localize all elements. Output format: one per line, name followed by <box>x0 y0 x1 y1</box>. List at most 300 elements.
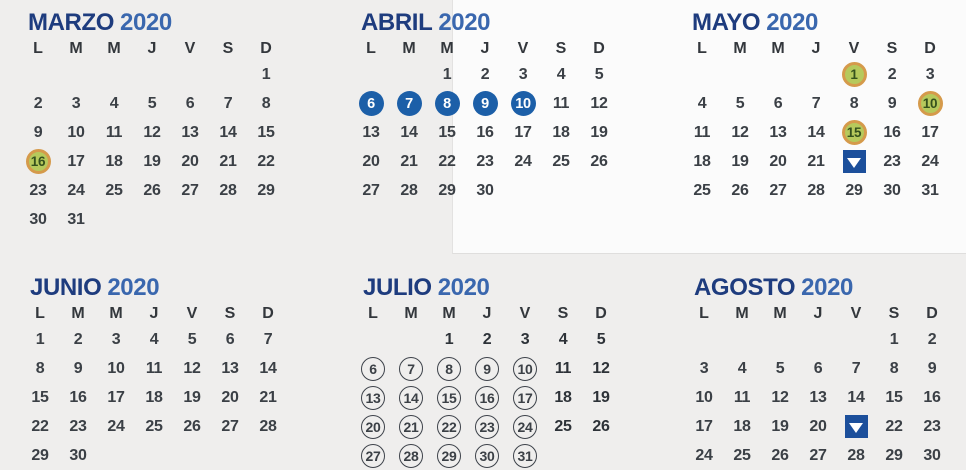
day-number: 23 <box>923 417 941 435</box>
day-cell <box>209 89 247 118</box>
weekday-header: M <box>107 40 121 57</box>
day-number: 19 <box>183 388 201 406</box>
day-cell <box>759 147 797 176</box>
weekday-header: J <box>147 40 157 57</box>
day-number: 9 <box>927 359 937 377</box>
days-grid <box>354 325 624 470</box>
day-number: 17 <box>921 123 939 141</box>
day-number: 29 <box>31 446 49 464</box>
weekday-header: D <box>926 305 938 322</box>
day-number: 6 <box>225 330 235 348</box>
day-cell-empty <box>352 60 390 89</box>
weekday-header: V <box>517 40 529 57</box>
day-number: 8 <box>849 94 859 112</box>
day-cell <box>19 205 57 234</box>
day-number: 19 <box>592 388 610 406</box>
day-cell <box>873 118 911 147</box>
day-number: 13 <box>362 123 380 141</box>
weekday-header: J <box>813 305 823 322</box>
month-title <box>21 273 291 303</box>
day-number: 17 <box>695 417 713 435</box>
day-cell <box>247 118 285 147</box>
day-cell <box>875 354 913 383</box>
weekday-header: V <box>850 305 862 322</box>
day-cell <box>685 354 723 383</box>
day-cell <box>913 354 951 383</box>
weekday-header: V <box>848 40 860 57</box>
day-cell <box>799 412 837 441</box>
weekday-header: S <box>224 305 236 322</box>
day-number: 29 <box>438 181 456 199</box>
day-cell <box>133 176 171 205</box>
day-number: 2 <box>73 330 83 348</box>
month-name: JUNIO <box>30 274 102 301</box>
day-number: 29 <box>885 446 903 464</box>
day-number: 26 <box>731 181 749 199</box>
day-number: 23 <box>29 181 47 199</box>
day-number: 25 <box>554 417 572 435</box>
weekday-header: M <box>402 40 416 57</box>
day-number: 18 <box>554 388 572 406</box>
day-cell-empty <box>171 205 209 234</box>
day-cell <box>759 118 797 147</box>
day-cell <box>721 89 759 118</box>
day-cell <box>171 118 209 147</box>
day-cell <box>247 176 285 205</box>
day-number: 16 <box>923 388 941 406</box>
days-grid <box>685 325 955 470</box>
day-number: 25 <box>145 417 163 435</box>
day-number: 10 <box>918 91 943 116</box>
day-cell <box>390 176 428 205</box>
day-number: 21 <box>807 152 825 170</box>
day-number: 19 <box>590 123 608 141</box>
day-number: 30 <box>476 181 494 199</box>
day-cell <box>95 89 133 118</box>
day-number: 3 <box>71 94 81 112</box>
month-title <box>683 8 953 38</box>
month-year: 2020 <box>801 274 853 301</box>
day-cell-empty <box>683 60 721 89</box>
day-cell-empty <box>133 60 171 89</box>
weekday-header: D <box>260 40 272 57</box>
weekday-header: M <box>733 40 747 57</box>
day-number: 15 <box>31 388 49 406</box>
day-number: 16 <box>69 388 87 406</box>
day-cell <box>135 325 173 354</box>
day-cell-empty <box>211 441 249 470</box>
day-number: 3 <box>699 359 709 377</box>
weekday-header-row <box>683 38 953 60</box>
day-number: 26 <box>183 417 201 435</box>
day-number: 14 <box>847 388 865 406</box>
day-number: 4 <box>556 65 566 83</box>
day-cell-marked <box>352 89 390 118</box>
day-cell <box>97 325 135 354</box>
day-cell <box>19 176 57 205</box>
day-number: 11 <box>733 388 751 406</box>
day-cell <box>21 441 59 470</box>
weekday-header: S <box>888 305 900 322</box>
day-cell-marked <box>582 325 620 354</box>
day-number: 11 <box>693 123 711 141</box>
day-number: 2 <box>33 94 43 112</box>
day-number: 8 <box>35 359 45 377</box>
day-cell <box>133 118 171 147</box>
day-cell <box>759 176 797 205</box>
day-number: 6 <box>361 357 385 381</box>
day-number: 24 <box>514 152 532 170</box>
weekday-header: J <box>482 305 492 322</box>
weekday-header: L <box>368 305 378 322</box>
weekday-header: L <box>35 305 45 322</box>
day-number: 6 <box>773 94 783 112</box>
day-cell <box>97 412 135 441</box>
day-cell <box>211 412 249 441</box>
day-number: 9 <box>473 91 498 116</box>
day-cell <box>247 60 285 89</box>
month-year: 2020 <box>437 274 490 301</box>
weekday-header: M <box>69 40 83 57</box>
days-grid <box>683 60 953 205</box>
triangle-down-icon <box>843 150 866 173</box>
day-cell <box>466 176 504 205</box>
day-number: 30 <box>29 210 47 228</box>
day-cell-marked <box>430 441 468 470</box>
month-title <box>354 273 624 303</box>
day-cell <box>97 354 135 383</box>
day-number: 15 <box>842 120 867 145</box>
day-cell <box>428 60 466 89</box>
day-number: 23 <box>69 417 87 435</box>
day-number: 27 <box>181 181 199 199</box>
day-cell <box>211 383 249 412</box>
day-cell <box>837 383 875 412</box>
day-number: 17 <box>513 386 537 410</box>
day-cell-empty <box>57 60 95 89</box>
day-number: 13 <box>221 359 239 377</box>
day-number: 29 <box>845 181 863 199</box>
day-number: 3 <box>518 65 528 83</box>
day-cell-marked <box>392 412 430 441</box>
month-name: AGOSTO <box>694 274 796 301</box>
day-cell <box>211 354 249 383</box>
day-number: 14 <box>399 386 423 410</box>
day-number: 18 <box>145 388 163 406</box>
weekday-header: D <box>262 305 274 322</box>
day-cell <box>249 383 287 412</box>
event-day-cell <box>835 147 873 176</box>
day-number: 27 <box>362 181 380 199</box>
day-cell <box>211 325 249 354</box>
day-cell <box>209 118 247 147</box>
day-number: 4 <box>737 359 747 377</box>
day-number: 10 <box>513 357 537 381</box>
day-cell <box>580 60 618 89</box>
day-cell <box>911 60 949 89</box>
month-year: 2020 <box>107 274 160 301</box>
day-cell <box>209 176 247 205</box>
day-number: 23 <box>475 415 499 439</box>
day-cell <box>428 118 466 147</box>
triangle-glyph <box>847 158 861 168</box>
day-cell-marked <box>506 412 544 441</box>
day-cell-marked <box>835 118 873 147</box>
day-number: 20 <box>361 415 385 439</box>
day-number: 2 <box>887 65 897 83</box>
day-number: 2 <box>927 330 937 348</box>
day-number: 19 <box>731 152 749 170</box>
day-cell <box>721 147 759 176</box>
month-mayo <box>683 8 953 205</box>
day-cell <box>173 383 211 412</box>
day-number: 26 <box>771 446 789 464</box>
day-number: 23 <box>476 152 494 170</box>
day-number: 27 <box>221 417 239 435</box>
day-number: 2 <box>482 330 492 348</box>
day-cell-marked <box>582 412 620 441</box>
day-number: 16 <box>476 123 494 141</box>
day-number: 24 <box>67 181 85 199</box>
month-julio <box>354 273 624 470</box>
day-number: 19 <box>771 417 789 435</box>
day-cell <box>799 354 837 383</box>
day-cell <box>390 147 428 176</box>
day-number: 7 <box>223 94 233 112</box>
day-number: 18 <box>733 417 751 435</box>
day-cell <box>723 412 761 441</box>
day-cell-empty <box>580 176 618 205</box>
day-number: 17 <box>514 123 532 141</box>
day-cell <box>913 383 951 412</box>
day-cell-marked <box>430 383 468 412</box>
day-cell <box>761 354 799 383</box>
days-grid <box>19 60 289 234</box>
day-cell <box>542 147 580 176</box>
day-cell <box>875 325 913 354</box>
day-cell <box>685 383 723 412</box>
day-cell <box>249 412 287 441</box>
weekday-header: S <box>555 40 567 57</box>
day-cell <box>875 383 913 412</box>
day-number: 3 <box>925 65 935 83</box>
day-number: 15 <box>257 123 275 141</box>
weekday-header: D <box>593 40 605 57</box>
day-cell <box>57 176 95 205</box>
day-cell <box>352 176 390 205</box>
day-cell <box>59 441 97 470</box>
day-number: 5 <box>775 359 785 377</box>
day-number: 12 <box>590 94 608 112</box>
day-number: 15 <box>438 123 456 141</box>
day-cell <box>913 441 951 470</box>
day-number: 24 <box>921 152 939 170</box>
day-number: 16 <box>883 123 901 141</box>
day-number: 12 <box>183 359 201 377</box>
day-number: 8 <box>889 359 899 377</box>
day-cell <box>352 147 390 176</box>
day-number: 28 <box>400 181 418 199</box>
day-cell <box>721 176 759 205</box>
day-cell <box>171 147 209 176</box>
day-number: 10 <box>67 123 85 141</box>
weekday-header: M <box>440 40 454 57</box>
day-number: 29 <box>257 181 275 199</box>
day-cell <box>873 89 911 118</box>
day-number: 20 <box>769 152 787 170</box>
day-cell <box>19 89 57 118</box>
day-cell <box>21 383 59 412</box>
day-cell <box>249 325 287 354</box>
day-cell-marked <box>911 89 949 118</box>
day-number: 1 <box>889 330 899 348</box>
day-number: 26 <box>143 181 161 199</box>
day-number: 18 <box>693 152 711 170</box>
weekday-header: D <box>924 40 936 57</box>
day-cell-marked <box>428 89 466 118</box>
day-number: 17 <box>67 152 85 170</box>
day-cell-empty <box>544 441 582 470</box>
day-number: 4 <box>558 330 568 348</box>
day-number: 22 <box>885 417 903 435</box>
day-cell-marked <box>544 325 582 354</box>
day-cell-marked <box>354 412 392 441</box>
weekday-header: L <box>697 40 707 57</box>
day-cell <box>580 147 618 176</box>
day-number: 14 <box>259 359 277 377</box>
day-cell <box>173 354 211 383</box>
weekday-header: M <box>404 305 418 322</box>
day-number: 9 <box>887 94 897 112</box>
day-cell <box>95 176 133 205</box>
weekday-header: S <box>557 305 569 322</box>
day-number: 7 <box>263 330 273 348</box>
day-cell <box>797 118 835 147</box>
day-cell <box>173 325 211 354</box>
month-abril <box>352 8 622 205</box>
day-cell-empty <box>723 325 761 354</box>
day-cell-empty <box>761 325 799 354</box>
weekday-header: M <box>735 305 749 322</box>
day-number: 30 <box>69 446 87 464</box>
day-cell <box>542 89 580 118</box>
day-cell-empty <box>135 441 173 470</box>
day-cell-marked <box>354 441 392 470</box>
weekday-header: M <box>442 305 456 322</box>
weekday-header-row <box>352 38 622 60</box>
day-cell <box>133 89 171 118</box>
day-cell-empty <box>582 441 620 470</box>
weekday-header: J <box>149 305 159 322</box>
day-number: 30 <box>883 181 901 199</box>
month-junio <box>21 273 291 470</box>
day-number: 10 <box>511 91 536 116</box>
day-cell-marked <box>506 441 544 470</box>
day-cell <box>466 118 504 147</box>
day-cell-marked <box>506 325 544 354</box>
day-number: 15 <box>437 386 461 410</box>
day-number: 13 <box>769 123 787 141</box>
weekday-header-row <box>21 303 291 325</box>
day-number: 13 <box>181 123 199 141</box>
day-number: 22 <box>437 415 461 439</box>
day-number: 21 <box>219 152 237 170</box>
day-cell-empty <box>133 205 171 234</box>
day-cell <box>504 147 542 176</box>
day-number: 3 <box>111 330 121 348</box>
day-cell <box>683 147 721 176</box>
day-number: 7 <box>811 94 821 112</box>
day-cell <box>837 441 875 470</box>
day-number: 25 <box>552 152 570 170</box>
day-number: 21 <box>259 388 277 406</box>
day-number: 30 <box>475 444 499 468</box>
day-cell <box>723 383 761 412</box>
day-number: 31 <box>513 444 537 468</box>
day-cell <box>57 147 95 176</box>
day-cell-marked <box>392 354 430 383</box>
day-cell <box>761 441 799 470</box>
day-number: 9 <box>73 359 83 377</box>
day-cell <box>21 354 59 383</box>
day-cell <box>59 412 97 441</box>
day-cell-empty <box>19 60 57 89</box>
day-cell-marked <box>390 89 428 118</box>
triangle-down-icon <box>845 415 868 438</box>
day-cell <box>504 60 542 89</box>
day-cell-marked <box>506 383 544 412</box>
day-cell <box>247 89 285 118</box>
day-cell-marked <box>354 354 392 383</box>
month-marzo <box>19 8 289 234</box>
day-number: 4 <box>149 330 159 348</box>
day-number: 1 <box>444 330 454 348</box>
day-number: 28 <box>259 417 277 435</box>
day-number: 28 <box>807 181 825 199</box>
day-cell <box>913 325 951 354</box>
day-number: 24 <box>107 417 125 435</box>
day-number: 1 <box>442 65 452 83</box>
triangle-glyph <box>849 423 863 433</box>
day-cell-marked <box>506 354 544 383</box>
day-cell <box>580 118 618 147</box>
day-cell-marked <box>392 383 430 412</box>
days-grid <box>21 325 291 470</box>
day-cell <box>542 60 580 89</box>
day-number: 26 <box>590 152 608 170</box>
weekday-header: L <box>699 305 709 322</box>
day-number: 12 <box>731 123 749 141</box>
day-number: 25 <box>693 181 711 199</box>
day-cell-empty <box>95 60 133 89</box>
day-cell <box>57 205 95 234</box>
day-cell-marked <box>582 383 620 412</box>
day-number: 23 <box>883 152 901 170</box>
month-name: MAYO <box>692 9 761 36</box>
day-number: 22 <box>257 152 275 170</box>
day-cell <box>835 89 873 118</box>
day-number: 10 <box>695 388 713 406</box>
month-agosto <box>685 273 955 470</box>
day-number: 29 <box>437 444 461 468</box>
day-number: 5 <box>594 65 604 83</box>
day-cell-empty <box>171 60 209 89</box>
day-cell <box>797 89 835 118</box>
day-cell <box>835 176 873 205</box>
day-cell <box>721 118 759 147</box>
day-cell-empty <box>249 441 287 470</box>
month-title <box>352 8 622 38</box>
